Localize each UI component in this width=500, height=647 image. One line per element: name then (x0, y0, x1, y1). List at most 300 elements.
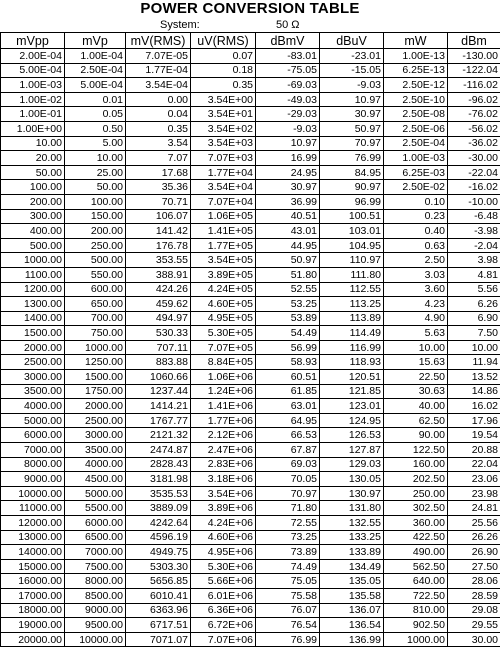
table-cell: 2.00E-04 (1, 49, 65, 64)
table-cell: 10.97 (320, 92, 384, 107)
col-header-dbuv: dBuV (320, 33, 384, 49)
table-cell: 0.18 (191, 63, 256, 78)
table-cell: 388.91 (126, 267, 191, 282)
table-cell: 200.00 (1, 194, 65, 209)
table-cell: 202.50 (384, 472, 448, 487)
table-row (1, 282, 500, 297)
table-cell: -96.02 (448, 92, 500, 107)
table-row (1, 501, 500, 516)
table-cell: 0.50 (65, 121, 126, 136)
table-cell: 4.90 (384, 311, 448, 326)
table-cell: 4949.75 (126, 545, 191, 560)
table-cell: 70.97 (320, 136, 384, 151)
table-cell: 160.00 (384, 457, 448, 472)
table-cell: 64.95 (256, 413, 320, 428)
table-cell: -9.03 (320, 78, 384, 93)
table-cell: 1.77E-04 (126, 63, 191, 78)
table-cell: 1.00E-13 (384, 49, 448, 64)
table-row (1, 545, 500, 560)
table-row (1, 180, 500, 195)
table-row (1, 530, 500, 545)
table-cell: 73.25 (256, 530, 320, 545)
table-cell: 7.50 (448, 326, 500, 341)
table-cell: 51.80 (256, 267, 320, 282)
table-cell: 70.05 (256, 472, 320, 487)
table-cell: 1.06E+05 (191, 209, 256, 224)
table-cell: 6.36E+06 (191, 603, 256, 618)
table-cell: 62.50 (384, 413, 448, 428)
table-cell: 2.50E-10 (384, 92, 448, 107)
table-cell: -83.01 (256, 49, 320, 64)
table-cell: 76.99 (320, 151, 384, 166)
table-cell: 1400.00 (1, 311, 65, 326)
table-header-row (1, 33, 500, 49)
table-cell: 6500.00 (65, 530, 126, 545)
table-cell: 7.07E-05 (126, 49, 191, 64)
table-cell: 135.05 (320, 574, 384, 589)
table-cell: 7000.00 (65, 545, 126, 560)
table-cell: 2.50E-06 (384, 121, 448, 136)
table-cell: 14000.00 (1, 545, 65, 560)
conversion-table (0, 32, 500, 647)
table-cell: 2121.32 (126, 428, 191, 443)
table-cell: 6.01E+06 (191, 588, 256, 603)
table-cell: -15.05 (320, 63, 384, 78)
table-cell: 7.07E+06 (191, 632, 256, 647)
table-cell: 40.00 (384, 399, 448, 414)
table-cell: 22.50 (384, 370, 448, 385)
table-cell: 640.00 (384, 574, 448, 589)
table-cell: 3.54 (126, 136, 191, 151)
table-cell: 550.00 (65, 267, 126, 282)
system-label: System: (160, 18, 200, 32)
table-cell: -10.00 (448, 194, 500, 209)
table-cell: 26.90 (448, 545, 500, 560)
table-cell: 110.97 (320, 253, 384, 268)
table-cell: 530.33 (126, 326, 191, 341)
table-cell: 13000.00 (1, 530, 65, 545)
table-cell: 422.50 (384, 530, 448, 545)
table-cell: 30.00 (448, 632, 500, 647)
table-cell: 106.07 (126, 209, 191, 224)
table-cell: 3181.98 (126, 472, 191, 487)
table-cell: 3.54E+06 (191, 486, 256, 501)
table-cell: 103.01 (320, 224, 384, 239)
table-cell: 3.54E+04 (191, 180, 256, 195)
table-cell: -116.02 (448, 78, 500, 93)
col-header-mw: mW (384, 33, 448, 49)
table-cell: 50.00 (65, 180, 126, 195)
table-cell: 7.07 (126, 151, 191, 166)
table-cell: 2000.00 (1, 340, 65, 355)
table-cell: 1.77E+06 (191, 413, 256, 428)
table-cell: 1.00E-03 (384, 151, 448, 166)
table-cell: 16.99 (256, 151, 320, 166)
table-cell: 10.00 (384, 340, 448, 355)
table-cell: 150.00 (65, 209, 126, 224)
table-cell: 4000.00 (1, 399, 65, 414)
table-cell: 1000.00 (65, 340, 126, 355)
table-cell: 4596.19 (126, 530, 191, 545)
col-header-mvp: mVp (65, 33, 126, 49)
table-cell: 13.52 (448, 370, 500, 385)
table-cell: 810.00 (384, 603, 448, 618)
table-cell: 130.05 (320, 472, 384, 487)
table-row (1, 253, 500, 268)
table-cell: 113.89 (320, 311, 384, 326)
table-cell: 30.97 (256, 180, 320, 195)
table-cell: 43.01 (256, 224, 320, 239)
table-cell: 2474.87 (126, 443, 191, 458)
table-cell: 40.51 (256, 209, 320, 224)
table-cell: 5656.85 (126, 574, 191, 589)
table-cell: 200.00 (65, 224, 126, 239)
table-cell: 0.00 (126, 92, 191, 107)
table-cell: 104.95 (320, 238, 384, 253)
table-cell: 35.36 (126, 180, 191, 195)
table-cell: 7.07E+03 (191, 151, 256, 166)
table-cell: 1.77E+04 (191, 165, 256, 180)
table-cell: 126.53 (320, 428, 384, 443)
table-row (1, 340, 500, 355)
table-cell: 4.60E+06 (191, 530, 256, 545)
table-cell: 22.04 (448, 457, 500, 472)
table-cell: 130.97 (320, 486, 384, 501)
table-row (1, 194, 500, 209)
table-cell: 30.97 (320, 107, 384, 122)
table-cell: 2.50E-02 (384, 180, 448, 195)
table-cell: 133.25 (320, 530, 384, 545)
table-cell: 2.50E-12 (384, 78, 448, 93)
table-cell: -9.03 (256, 121, 320, 136)
table-cell: 121.85 (320, 384, 384, 399)
table-cell: 116.99 (320, 340, 384, 355)
table-cell: -30.00 (448, 151, 500, 166)
table-cell: 20.00 (1, 151, 65, 166)
table-cell: 1000.00 (384, 632, 448, 647)
table-cell: 6.90 (448, 311, 500, 326)
table-cell: 0.40 (384, 224, 448, 239)
table-cell: -22.04 (448, 165, 500, 180)
table-cell: 120.51 (320, 370, 384, 385)
table-row (1, 559, 500, 574)
table-cell: 1250.00 (65, 355, 126, 370)
table-cell: 17000.00 (1, 588, 65, 603)
table-row (1, 297, 500, 312)
table-cell: 76.99 (256, 632, 320, 647)
table-cell: 73.89 (256, 545, 320, 560)
table-cell: 1414.21 (126, 399, 191, 414)
table-cell: 5.66E+06 (191, 574, 256, 589)
table-cell: 3889.09 (126, 501, 191, 516)
table-cell: 132.55 (320, 516, 384, 531)
table-cell: 8000.00 (1, 457, 65, 472)
table-cell: 0.01 (65, 92, 126, 107)
col-header-mv-rms: mV(RMS) (126, 33, 191, 49)
table-cell: 122.50 (384, 443, 448, 458)
table-cell: 3.54E+03 (191, 136, 256, 151)
table-cell: 0.23 (384, 209, 448, 224)
table-cell: 30.63 (384, 384, 448, 399)
table-cell: 100.00 (65, 194, 126, 209)
table-row (1, 370, 500, 385)
table-cell: 1237.44 (126, 384, 191, 399)
table-cell: 23.06 (448, 472, 500, 487)
table-cell: 7500.00 (65, 559, 126, 574)
col-header-mvpp: mVpp (1, 33, 65, 49)
table-cell: -130.00 (448, 49, 500, 64)
table-cell: 66.53 (256, 428, 320, 443)
table-cell: 6.26 (448, 297, 500, 312)
table-cell: 3.54E+02 (191, 121, 256, 136)
table-cell: 2000.00 (65, 399, 126, 414)
table-cell: 176.78 (126, 238, 191, 253)
table-cell: -3.98 (448, 224, 500, 239)
table-row (1, 457, 500, 472)
table-cell: 250.00 (384, 486, 448, 501)
table-cell: 29.08 (448, 603, 500, 618)
table-row (1, 92, 500, 107)
table-cell: 4.95E+06 (191, 545, 256, 560)
table-cell: 0.04 (126, 107, 191, 122)
table-cell: 84.95 (320, 165, 384, 180)
table-cell: 75.05 (256, 574, 320, 589)
table-cell: 902.50 (384, 618, 448, 633)
table-cell: 0.07 (191, 49, 256, 64)
table-row (1, 355, 500, 370)
table-cell: 6010.41 (126, 588, 191, 603)
table-cell: 3.54E+01 (191, 107, 256, 122)
table-cell: 67.87 (256, 443, 320, 458)
table-cell: 500.00 (65, 253, 126, 268)
table-cell: 141.42 (126, 224, 191, 239)
table-cell: 28.59 (448, 588, 500, 603)
table-cell: 11.94 (448, 355, 500, 370)
table-row (1, 136, 500, 151)
table-cell: 2500.00 (1, 355, 65, 370)
table-cell: 6000.00 (65, 516, 126, 531)
table-row (1, 63, 500, 78)
table-cell: -23.01 (320, 49, 384, 64)
table-cell: 2.50E-08 (384, 107, 448, 122)
table-cell: 3.54E+00 (191, 92, 256, 107)
table-cell: 1200.00 (1, 282, 65, 297)
table-cell: 3.54E+05 (191, 253, 256, 268)
table-cell: 129.03 (320, 457, 384, 472)
table-cell: 29.55 (448, 618, 500, 633)
table-cell: 53.89 (256, 311, 320, 326)
table-cell: -75.05 (256, 63, 320, 78)
table-cell: 6717.51 (126, 618, 191, 633)
table-cell: 650.00 (65, 297, 126, 312)
table-cell: 17.68 (126, 165, 191, 180)
table-cell: 114.49 (320, 326, 384, 341)
table-cell: 112.55 (320, 282, 384, 297)
table-row (1, 472, 500, 487)
table-cell: 6.72E+06 (191, 618, 256, 633)
table-cell: 2.12E+06 (191, 428, 256, 443)
table-cell: 10000.00 (65, 632, 126, 647)
table-cell: 9500.00 (65, 618, 126, 633)
table-cell: 5.00E-04 (1, 63, 65, 78)
table-cell: 26.26 (448, 530, 500, 545)
table-cell: 27.50 (448, 559, 500, 574)
table-cell: 4.23 (384, 297, 448, 312)
table-cell: 52.55 (256, 282, 320, 297)
table-cell: 5.30E+05 (191, 326, 256, 341)
table-cell: 494.97 (126, 311, 191, 326)
page-title: POWER CONVERSION TABLE (0, 0, 500, 18)
table-cell: 10000.00 (1, 486, 65, 501)
table-row (1, 603, 500, 618)
table-cell: 5000.00 (1, 413, 65, 428)
table-cell: 74.49 (256, 559, 320, 574)
table-cell: 90.97 (320, 180, 384, 195)
table-cell: 8.84E+05 (191, 355, 256, 370)
table-cell: 17.96 (448, 413, 500, 428)
table-cell: 25.00 (65, 165, 126, 180)
table-cell: 700.00 (65, 311, 126, 326)
table-cell: 113.25 (320, 297, 384, 312)
table-cell: 10.97 (256, 136, 320, 151)
table-cell: 6.25E-03 (384, 165, 448, 180)
table-cell: 10.00 (1, 136, 65, 151)
table-cell: 53.25 (256, 297, 320, 312)
table-row (1, 428, 500, 443)
table-cell: 4.81 (448, 267, 500, 282)
table-cell: 300.00 (1, 209, 65, 224)
table-cell: 3.98 (448, 253, 500, 268)
table-cell: 2.47E+06 (191, 443, 256, 458)
table-cell: 131.80 (320, 501, 384, 516)
table-cell: 50.97 (320, 121, 384, 136)
table-cell: 50.97 (256, 253, 320, 268)
table-cell: 6363.96 (126, 603, 191, 618)
col-header-dbmv: dBmV (256, 33, 320, 49)
table-cell: 3.60 (384, 282, 448, 297)
table-cell: 90.00 (384, 428, 448, 443)
table-row (1, 326, 500, 341)
col-header-dbm: dBm (448, 33, 500, 49)
table-cell: 5.00 (65, 136, 126, 151)
table-row (1, 413, 500, 428)
table-cell: 123.01 (320, 399, 384, 414)
table-cell: 50.00 (1, 165, 65, 180)
table-row (1, 209, 500, 224)
table-cell: 76.07 (256, 603, 320, 618)
table-row (1, 107, 500, 122)
table-cell: 18000.00 (1, 603, 65, 618)
table-cell: 250.00 (65, 238, 126, 253)
table-cell: 7.07E+05 (191, 340, 256, 355)
table-cell: -36.02 (448, 136, 500, 151)
table-cell: 0.35 (191, 78, 256, 93)
table-cell: 100.51 (320, 209, 384, 224)
table-cell: 72.55 (256, 516, 320, 531)
table-cell: 562.50 (384, 559, 448, 574)
table-cell: 1767.77 (126, 413, 191, 428)
table-cell: -69.03 (256, 78, 320, 93)
table-cell: -122.04 (448, 63, 500, 78)
table-cell: 400.00 (1, 224, 65, 239)
table-row (1, 486, 500, 501)
system-impedance-value: 50 Ω (276, 18, 300, 32)
table-cell: 1.06E+06 (191, 370, 256, 385)
table-cell: 124.95 (320, 413, 384, 428)
table-cell: 3.54E-04 (126, 78, 191, 93)
table-cell: 16.02 (448, 399, 500, 414)
table-cell: 2.50 (384, 253, 448, 268)
table-cell: 0.35 (126, 121, 191, 136)
table-cell: 1100.00 (1, 267, 65, 282)
table-cell: 3.89E+06 (191, 501, 256, 516)
table-cell: 2.50E-04 (384, 136, 448, 151)
table-cell: 1.00E-02 (1, 92, 65, 107)
table-cell: 24.81 (448, 501, 500, 516)
table-row (1, 238, 500, 253)
table-cell: 134.49 (320, 559, 384, 574)
table-cell: 61.85 (256, 384, 320, 399)
table-cell: 3000.00 (65, 428, 126, 443)
table-cell: 4.24E+06 (191, 516, 256, 531)
table-cell: 20000.00 (1, 632, 65, 647)
table-cell: 1.24E+06 (191, 384, 256, 399)
table-cell: 20.88 (448, 443, 500, 458)
table-cell: 12000.00 (1, 516, 65, 531)
table-cell: 5000.00 (65, 486, 126, 501)
table-row (1, 618, 500, 633)
table-cell: -76.02 (448, 107, 500, 122)
table-cell: 9000.00 (65, 603, 126, 618)
table-cell: 76.54 (256, 618, 320, 633)
table-cell: 25.56 (448, 516, 500, 531)
table-cell: 424.26 (126, 282, 191, 297)
table-cell: 36.99 (256, 194, 320, 209)
table-cell: 1.00E-01 (1, 107, 65, 122)
table-cell: -16.02 (448, 180, 500, 195)
table-cell: 5.63 (384, 326, 448, 341)
table-cell: 4000.00 (65, 457, 126, 472)
table-cell: 1060.66 (126, 370, 191, 385)
table-cell: 1000.00 (1, 253, 65, 268)
table-cell: 58.93 (256, 355, 320, 370)
table-cell: 5500.00 (65, 501, 126, 516)
table-row (1, 384, 500, 399)
table-cell: -29.03 (256, 107, 320, 122)
table-cell: 459.62 (126, 297, 191, 312)
table-cell: 8000.00 (65, 574, 126, 589)
table-cell: 1.41E+06 (191, 399, 256, 414)
table-cell: -49.03 (256, 92, 320, 107)
table-cell: 7071.07 (126, 632, 191, 647)
table-cell: 60.51 (256, 370, 320, 385)
table-cell: 4.24E+05 (191, 282, 256, 297)
table-row (1, 224, 500, 239)
table-cell: 19000.00 (1, 618, 65, 633)
table-cell: 3500.00 (1, 384, 65, 399)
table-cell: 3500.00 (65, 443, 126, 458)
system-impedance-line (0, 18, 500, 32)
table-cell: 4500.00 (65, 472, 126, 487)
table-cell: 11000.00 (1, 501, 65, 516)
table-cell: 15000.00 (1, 559, 65, 574)
table-cell: 5303.30 (126, 559, 191, 574)
table-cell: 3535.53 (126, 486, 191, 501)
table-row (1, 78, 500, 93)
table-cell: 71.80 (256, 501, 320, 516)
table-cell: 23.98 (448, 486, 500, 501)
table-cell: 302.50 (384, 501, 448, 516)
